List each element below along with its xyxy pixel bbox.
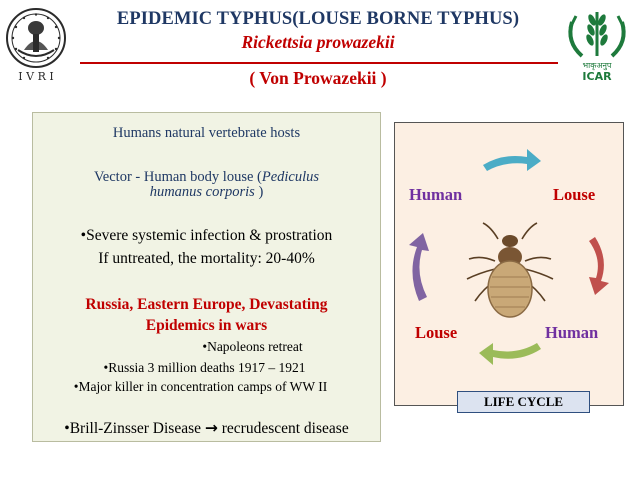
- napoleon-text: •Napoleons retreat: [202, 339, 303, 354]
- cycle-label-human-bottom: Human: [545, 323, 599, 342]
- camps-text: •Major killer in concentration camps of WW II: [73, 379, 328, 394]
- vector-prefix: Vector - Human body louse (: [93, 169, 262, 185]
- louse-body: [488, 235, 532, 317]
- vector-suffix: ): [254, 184, 264, 200]
- life-cycle-diagram: [395, 123, 625, 407]
- cycle-arrow-bottom: [479, 343, 541, 365]
- vector-line-2: [33, 184, 380, 201]
- icar-text: ICAR: [582, 70, 612, 83]
- scientific-name: Rickettsia prowazekii: [241, 32, 395, 52]
- cycle-arrow-left: [409, 233, 429, 301]
- title-block: [78, 8, 558, 53]
- cycle-label-human-top: Human: [409, 185, 463, 204]
- severe-infection-text: •Severe systemic infection & prostration: [80, 227, 333, 244]
- hosts-text: Humans natural vertebrate hosts: [112, 125, 301, 141]
- life-cycle-panel: [394, 122, 624, 406]
- epidemics-line-2: Epidemics in wars: [145, 317, 268, 334]
- vector-species: humanus corporis: [149, 184, 255, 200]
- page-subtitle: ( Von Prowazekii ): [249, 68, 387, 88]
- page-title: EPIDEMIC TYPHUS(LOUSE BORNE TYPHUS): [116, 9, 520, 29]
- ivri-logo-text: I V R I: [18, 70, 54, 83]
- icar-hindi-text: भाकृअनुप: [582, 61, 612, 70]
- icar-logo: [562, 8, 632, 84]
- epidemics-line-1: Russia, Eastern Europe, Devastating: [85, 296, 328, 313]
- brill-zinsser-text: [33, 420, 380, 437]
- cycle-label-louse-bottom: Louse: [415, 323, 458, 342]
- brill-suffix: recrudescent disease: [217, 420, 349, 437]
- brill-prefix: •Brill-Zinsser Disease: [64, 420, 205, 437]
- vector-genus: Pediculus: [261, 169, 320, 185]
- info-panel: [32, 112, 381, 442]
- ivri-logo: [4, 6, 68, 84]
- cycle-arrow-right: [589, 237, 609, 295]
- title-divider: [80, 62, 558, 64]
- life-cycle-label: LIFE CYCLE: [457, 391, 590, 413]
- mortality-text: If untreated, the mortality: 20-40%: [98, 250, 315, 267]
- russia-deaths-text: •Russia 3 million deaths 1917 – 1921: [103, 360, 306, 375]
- arrow-right-icon: →: [204, 419, 218, 437]
- cycle-label-louse-top: Louse: [553, 185, 596, 204]
- cycle-arrow-top: [483, 149, 541, 171]
